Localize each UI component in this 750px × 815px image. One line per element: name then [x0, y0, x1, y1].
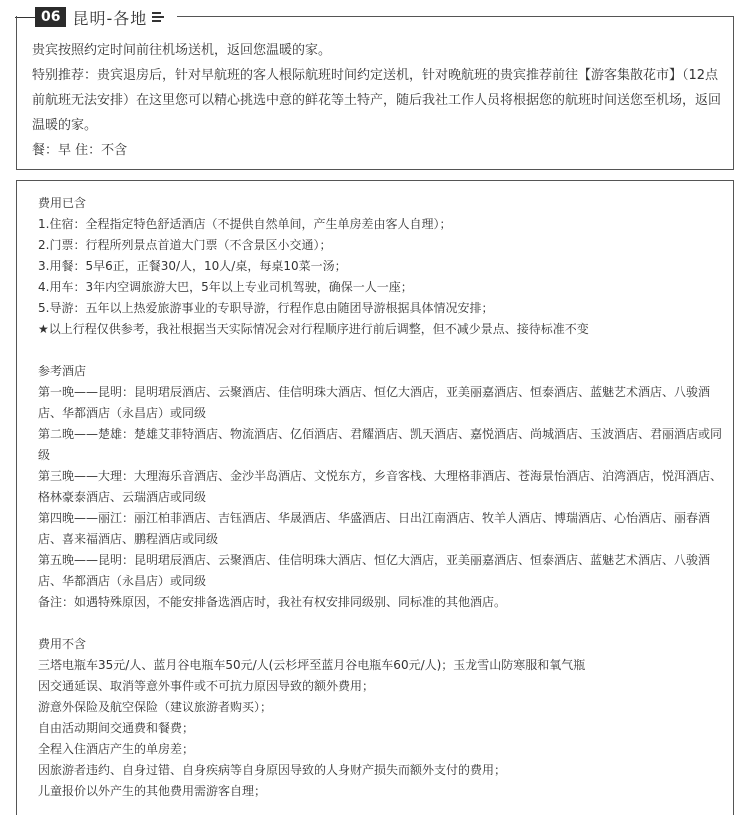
included-item: 4.用车：3年内空调旅游大巴，5年以上专业司机驾驶，确保一人一座； — [38, 280, 413, 294]
day-description — [32, 38, 723, 163]
included-note: ★以上行程仅供参考，我社根据当天实际情况会对行程顺序进行前后调整，但不减少景点、接待标准不变 — [38, 322, 589, 336]
day-itinerary-box — [16, 16, 734, 170]
hotel-night: 第二晚——楚雄：楚雄艾菲特酒店、物流酒店、亿佰酒店、君耀酒店、凯天酒店、嘉悦酒店、尚城酒店、玉波酒店、君丽酒店或同级 — [38, 427, 723, 462]
excluded-item: 儿童报价以外产生的其他费用需游客自理； — [38, 784, 267, 798]
included-item: 1.住宿：全程指定特色舒适酒店（不提供自然单间，产生单房差由客人自理）； — [38, 217, 452, 231]
hotels-heading: 参考酒店 — [38, 364, 87, 378]
excluded-item: 自由活动期间交通费和餐费； — [38, 721, 195, 735]
hotel-night: 第三晚——大理：大理海乐音酒店、金沙半岛酒店、文悦东方，乡音客栈、大理格菲酒店、苍海景怡酒店、泊湾酒店，悦洱酒店、格林豪泰酒店、云瑞酒店或同级 — [38, 469, 723, 504]
included-heading: 费用已含 — [38, 196, 87, 210]
meals-accommodation: 餐：早 住：不含 — [32, 143, 128, 158]
day-line: 贵宾按照约定时间前往机场送机，返回您温暖的家。 — [32, 43, 332, 58]
day-title: 昆明-各地 — [72, 8, 148, 28]
included-item: 3.用餐：5早6正，正餐30/人，10人/桌，每桌10菜一汤； — [38, 259, 347, 273]
hotel-night: 第四晚——丽江：丽江柏菲酒店、吉钰酒店、华晟酒店、华盛酒店、日出江南酒店、牧羊人酒店、博瑞酒店、心怡酒店、丽春酒店、喜来福酒店、鹏程酒店或同级 — [38, 511, 711, 546]
hotel-note: 备注：如遇特殊原因，不能安排备选酒店时，我社有权安排同级别、同标准的其他酒店。 — [38, 595, 507, 609]
excluded-item: 因交通延误、取消等意外事件或不可抗力原因导致的额外费用； — [38, 679, 375, 693]
hotel-night: 第五晚——昆明：昆明珺辰酒店、云聚酒店、佳信明珠大酒店、恒亿大酒店，亚美丽嘉酒店、恒泰酒店、蓝魅艺术酒店、八骏酒店、华都酒店（永昌店）或同级 — [38, 553, 711, 588]
excluded-item: 游意外保险及航空保险（建议旅游者购买）； — [38, 700, 273, 714]
excluded-item: 全程入住酒店产生的单房差； — [38, 742, 195, 756]
hotel-night: 第一晚——昆明：昆明珺辰酒店、云聚酒店、佳信明珠大酒店、恒亿大酒店，亚美丽嘉酒店、恒泰酒店、蓝魅艺术酒店、八骏酒店、华都酒店（永昌店）或同级 — [38, 385, 711, 420]
excluded-item: 三塔电瓶车35元/人、蓝月谷电瓶车50元/人(云杉坪至蓝月谷电瓶车60元/人)；玉龙雪山防寒服和氧气瓶 — [38, 658, 586, 672]
included-item: 2.门票：行程所列景点首道大门票（不含景区小交通）； — [38, 238, 332, 252]
fee-details — [38, 193, 725, 802]
excluded-item: 因旅游者违约、自身过错、自身疾病等自身原因导致的人身财产损失而额外支付的费用； — [38, 763, 507, 777]
included-item: 5.导游：五年以上热爱旅游事业的专职导游，行程作息由随团导游根据具体情况安排； — [38, 301, 494, 315]
fee-details-box — [16, 180, 734, 815]
excluded-heading: 费用不含 — [38, 637, 87, 651]
box-top-rule — [177, 16, 734, 17]
day-number-badge: 06 — [35, 7, 66, 27]
day-line: 特别推荐：贵宾退房后，针对早航班的客人根际航班时间约定送机，针对晚航班的贵宾推荐前往【游客集散花市】（12点前航班无法安排）在这里您可以精心挑选中意的鲜花等土特产，随后我社工作人员将根据您的航班时间送您至机场，返回温暖的家。 — [32, 68, 722, 133]
